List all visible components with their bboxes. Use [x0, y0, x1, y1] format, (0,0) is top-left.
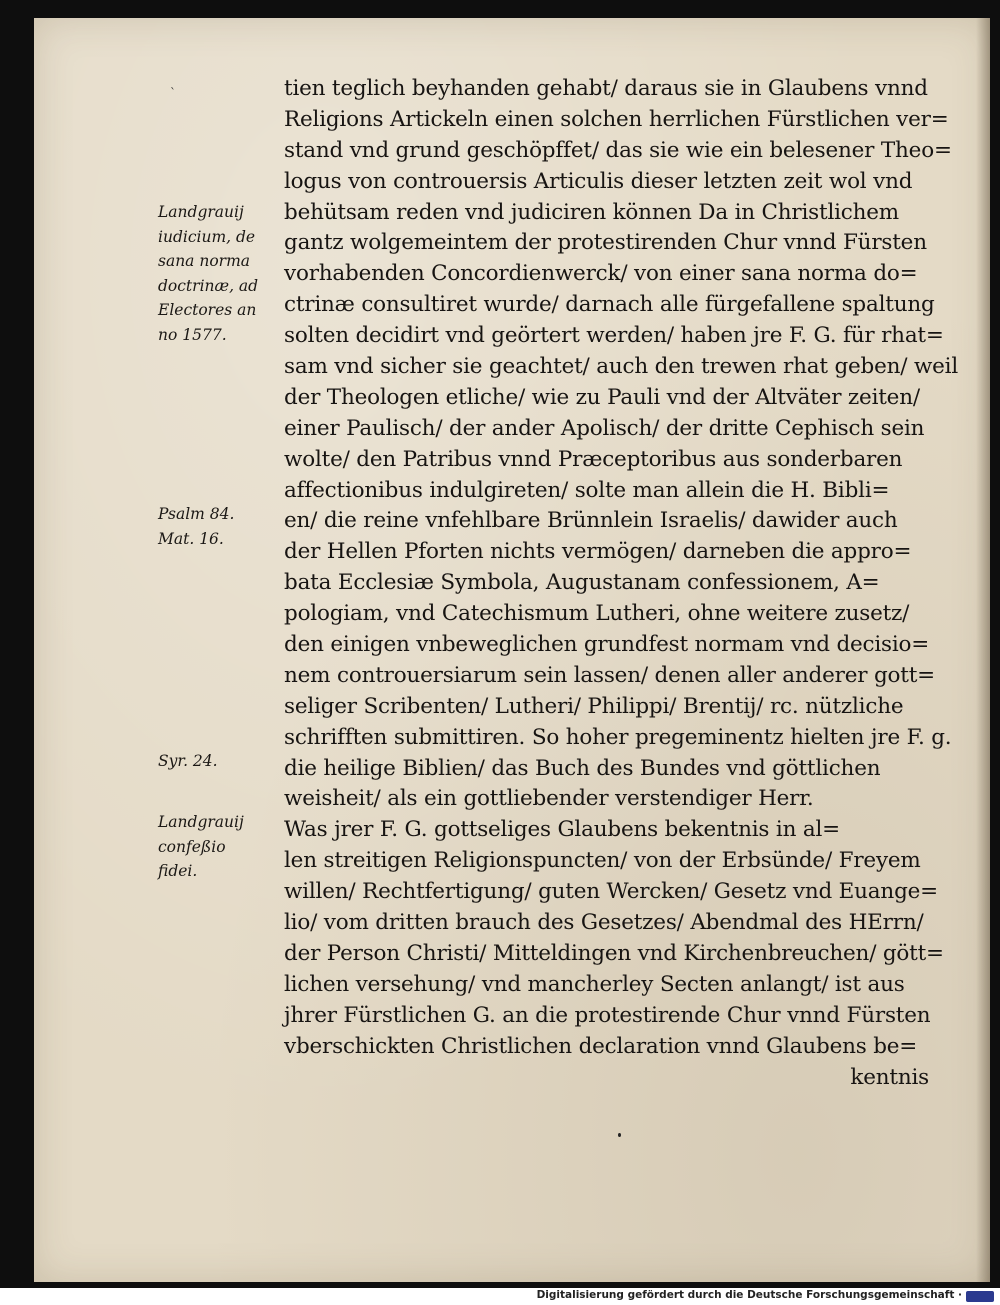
text-line: lio/ vom dritten brauch des Gesetzes/ Abendmal des HErrn/: [284, 910, 924, 936]
text-line: tien teglich beyhanden gehabt/ daraus sie in Glaubens vnnd: [284, 76, 928, 101]
dfg-logo-icon: [966, 1291, 994, 1302]
text-line: stand vnd grund geschöpffet/ das sie wie ein belesener Theo=: [284, 137, 952, 163]
text-line: der Theologen etliche/ wie zu Pauli vnd der Altväter zeiten/: [284, 384, 920, 410]
margin-note-line: Psalm 84.: [158, 505, 235, 523]
margin-note-confession: [158, 810, 282, 884]
page-mark: [170, 86, 176, 92]
footer-bar: [0, 1288, 1000, 1305]
margin-note-sirach: [158, 749, 282, 774]
text-line: der Person Christi/ Mitteldingen vnd Kirchenbreuchen/ gött=: [284, 940, 944, 966]
text-line: einer Paulisch/ der ander Apolisch/ der dritte Cephisch sein: [284, 415, 925, 441]
ink-speck: [618, 1133, 621, 1137]
text-line: der Hellen Pforten nichts vermögen/ darneben die appro=: [284, 539, 912, 565]
text-line: len streitigen Religionspuncten/ von der Erbsünde/ Freyem: [284, 848, 921, 874]
margin-note-line: confeßio: [158, 837, 226, 856]
text-line: solten decidirt vnd geörtert werden/ haben jre F. G. für rhat=: [284, 323, 944, 349]
text-line: vberschickten Christlichen declaration vnnd Glaubens be=: [284, 1033, 918, 1059]
text-line: nem controuersiarum sein lassen/ denen aller anderer gott=: [284, 662, 935, 688]
text-line: behütsam reden vnd judiciren können Da in Christlichem: [284, 199, 899, 225]
funding-notice: Digitalisierung gefördert durch die Deutsche Forschungsgemeinschaft ·: [536, 1289, 962, 1301]
margin-note-line: Syr. 24.: [158, 752, 218, 770]
catchword: kentnis: [850, 1064, 929, 1090]
margin-note-line: Electores an: [158, 301, 257, 319]
text-line: Was jrer F. G. gottseliges Glaubens bekentnis in al=: [284, 817, 840, 843]
text-line: weisheit/ als ein gottliebender verstendiger Herr.: [284, 786, 814, 812]
margin-note-line: iudicium, de: [158, 227, 256, 246]
margin-note-line: Landgrauij: [158, 813, 244, 831]
text-line: die heilige Biblien/ das Buch des Bundes vnd göttlichen: [284, 755, 881, 781]
margin-note-line: sana norma: [158, 252, 251, 270]
margin-note-scripture-refs: [158, 502, 282, 551]
main-text-block: [284, 74, 959, 1093]
text-line: logus von controuersis Articulis dieser letzten zeit wol vnd: [284, 168, 913, 194]
text-line: wolte/ den Patribus vnnd Præceptoribus aus sonderbaren: [284, 446, 903, 472]
text-line: willen/ Rechtfertigung/ guten Wercken/ Gesetz vnd Euange=: [284, 879, 938, 905]
margin-note-line: Mat. 16.: [158, 529, 224, 548]
text-line: affectionibus indulgireten/ solte man allein die H. Bibli=: [284, 477, 890, 503]
text-line: pologiam, vnd Catechismum Lutheri, ohne weitere zusetz/: [284, 601, 910, 627]
text-line: bata Ecclesiæ Symbola, Augustanam confessionem, A=: [284, 570, 880, 596]
text-line: jhrer Fürstlichen G. an die protestirende Chur vnnd Fürsten: [284, 1002, 931, 1028]
margin-note-line: no 1577.: [158, 325, 227, 344]
text-line: Religions Artickeln einen solchen herrlichen Fürstlichen ver=: [284, 106, 949, 132]
text-line: den einigen vnbeweglichen grundfest normam vnd decisio=: [284, 632, 930, 658]
text-line: ctrinæ consultiret wurde/ darnach alle fürgefallene spaltung: [284, 292, 935, 318]
text-line: vorhabenden Concordienwerck/ von einer sana norma do=: [284, 261, 918, 287]
margin-note-line: Landgrauij: [158, 203, 244, 221]
text-line: seliger Scribenten/ Lutheri/ Philippi/ Brentij/ rc. nützliche: [284, 693, 904, 719]
text-line: gantz wolgemeintem der protestirenden Chur vnnd Fürsten: [284, 230, 927, 256]
text-line: en/ die reine vnfehlbare Brünnlein Israelis/ dawider auch: [284, 508, 898, 534]
margin-note-landgrave-judgement: [158, 200, 282, 347]
text-line: lichen versehung/ vnd mancherley Secten anlangt/ ist aus: [284, 971, 905, 997]
text-line: schrifften submittiren. So hoher pregeminentz hielten jre F. g.: [284, 724, 952, 750]
margin-note-line: doctrinæ, ad: [158, 276, 259, 295]
text-line: sam vnd sicher sie geachtet/ auch den trewen rhat geben/ weil: [284, 354, 959, 380]
margin-note-line: fidei.: [158, 862, 198, 880]
